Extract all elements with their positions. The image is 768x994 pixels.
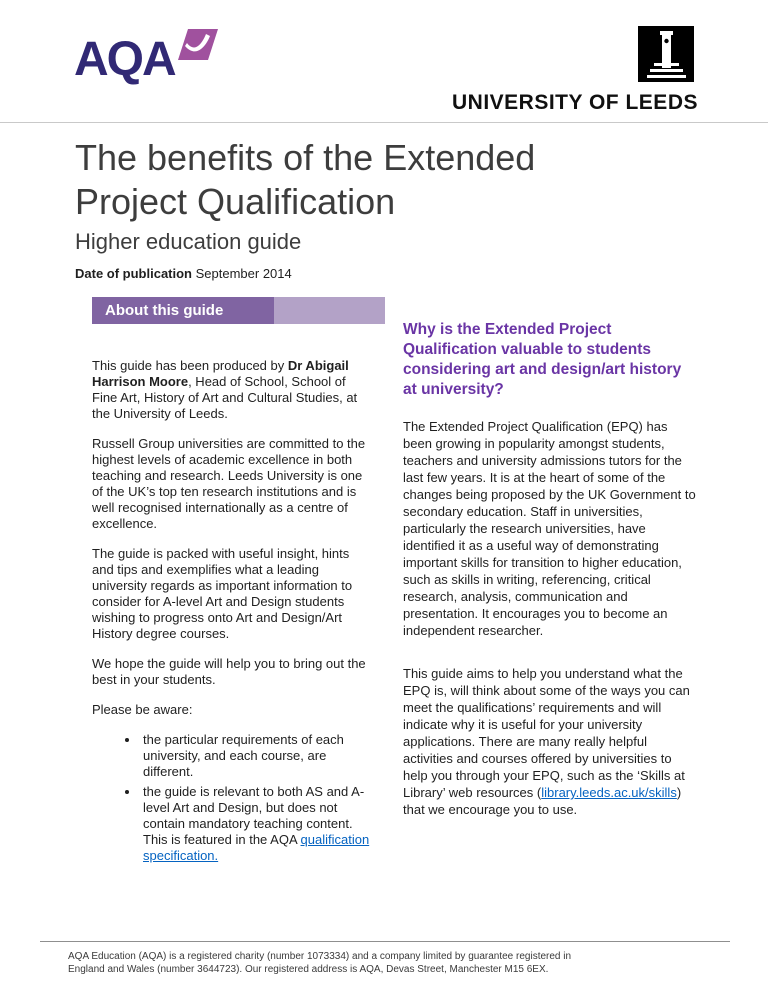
title-line-1: The benefits of the Extended <box>75 137 536 178</box>
author-name: Dr Abigail Harrison Moore <box>92 358 349 389</box>
document-body <box>75 136 710 868</box>
about-guide-header <box>92 297 385 324</box>
page-header <box>0 0 768 122</box>
publication-date: September 2014 <box>192 266 292 281</box>
qualification-specification-link[interactable]: qualification specification. <box>143 832 370 863</box>
about-guide-header-label: About this guide <box>105 302 224 319</box>
footer-text-line-2: England and Wales (number 3644723). Our registered address is AQA, Devas Street, Manchester M15 6EX. <box>68 964 549 975</box>
about-guide-header-extension <box>274 297 385 324</box>
guide-content-paragraph: The guide is packed with useful insight, hints and tips and exemplifies what a leading university regards as important information to consider for A-level Art and Design students wishing to progress onto Art and Design/Art History degree courses. <box>92 546 353 641</box>
text-segment: ) that we encourage you to use. <box>403 785 682 817</box>
guide-aims-paragraph <box>403 665 699 818</box>
list-item-relevance <box>140 784 378 864</box>
text-segment: the guide is relevant to both AS and A-level Art and Design, but does not contain mandatory teaching content. This is featured in the AQA <box>143 784 365 847</box>
header-divider <box>0 122 768 123</box>
produced-by-paragraph <box>92 358 372 422</box>
please-be-aware-paragraph: Please be aware: <box>92 702 193 717</box>
left-column <box>92 297 385 868</box>
awareness-list <box>92 732 378 864</box>
hope-paragraph: We hope the guide will help you to bring out the best in your students. <box>92 656 366 687</box>
publication-label: Date of publication <box>75 266 192 281</box>
title-line-2: Project Qualification <box>75 181 396 222</box>
two-column-layout <box>92 297 710 868</box>
leeds-logo <box>452 26 698 115</box>
leeds-logo-text: UNIVERSITY OF LEEDS <box>452 91 698 114</box>
footer <box>40 941 730 976</box>
aqa-flag-icon <box>178 29 218 62</box>
epq-popularity-paragraph: The Extended Project Qualification (EPQ) has been growing in popularity amongst students, teachers and university admissions tutors for the last few years. It is at the heart of some of the changes being proposed by the UK Government to secondary education. Staff in universities, particularly the research universities, have identified it as a useful way of demonstrating important skills for transition to higher education, such as skills in writing, referencing, critical research, analysis, communication and presentation. It encourages you to become an independent researcher. <box>403 419 696 638</box>
footer-text-line-1: AQA Education (AQA) is a registered charity (number 1073334) and a company limited by guarantee registered in <box>68 951 572 962</box>
leeds-building-icon <box>638 26 694 82</box>
russell-group-paragraph: Russell Group universities are committed to the highest levels of academic excellence in both teaching and research. Leeds University is one of the UK’s top ten research institutions and is well recognised internationally as a centre of excellence. <box>92 436 366 531</box>
publication-date-row <box>75 266 710 282</box>
text-segment: This guide aims to help you understand what the EPQ is, will think about some of the ways you can meet the qualifications’ requirements and will indicate why it is useful for your university applications. There are many really helpful activities and courses offered by universities to help you through your EPQ, such as the ‘Skills at Library’ web resources ( <box>403 666 690 800</box>
leeds-skills-link[interactable]: library.leeds.ac.uk/skills <box>541 785 677 800</box>
text-segment: This guide has been produced by <box>92 358 288 373</box>
list-item-requirements: • the particular requirements of each university, and each course, are different. <box>140 732 378 780</box>
epq-value-heading: Why is the Extended Project Qualification valuable to students considering art and design/art history at university? <box>403 321 682 398</box>
text-segment: , Head of School, School of Fine Art, History of Art and Cultural Studies, at the University of Leeds. <box>92 374 358 421</box>
page-subtitle: Higher education guide <box>75 229 302 254</box>
about-guide-header-label-bg <box>92 297 274 324</box>
aqa-logo <box>74 33 218 86</box>
page-title <box>75 136 710 224</box>
right-column <box>403 297 699 868</box>
aqa-logo-text: AQA <box>74 33 175 86</box>
